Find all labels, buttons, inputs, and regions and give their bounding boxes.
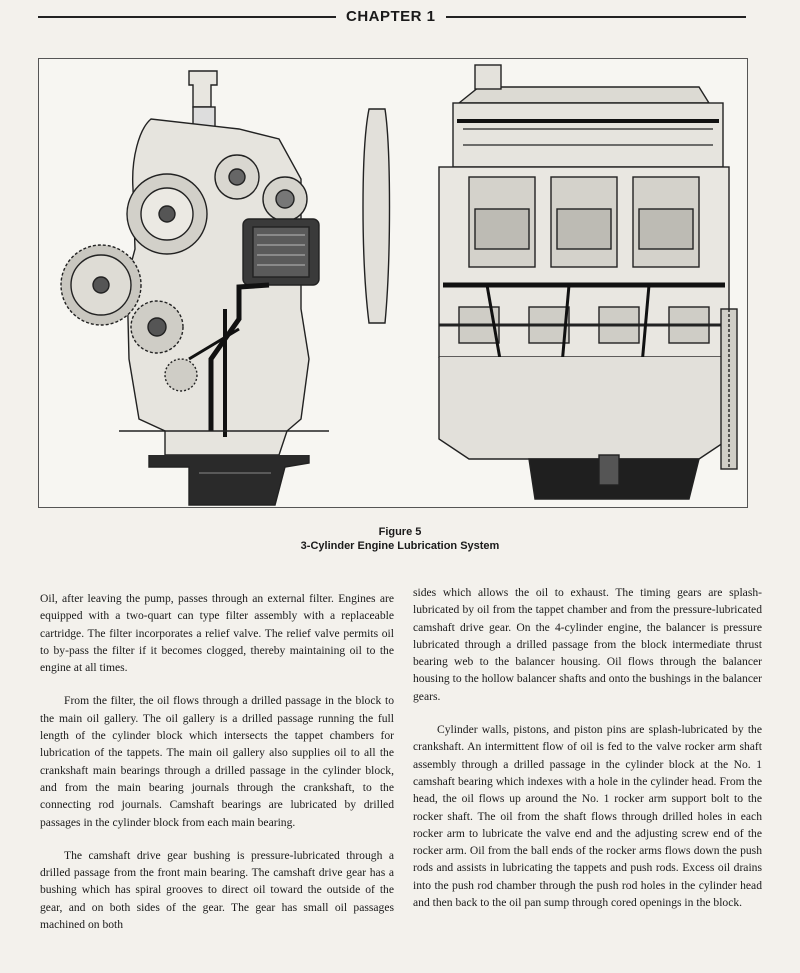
engine-lubrication-illustration <box>38 58 748 508</box>
paragraph-oil-gallery: From the filter, the oil flows through a drilled passage in the block to the main oil gallery. The oil gallery is a drilled passage running the full length of the cylinder block which intersects the tappet chambers for lubrication of the tappets. The main oil gallery also supplies oil to all the crankshaft main bearings through a drilled passage in the cylinder block, and from the main bearing journals through the crankshaft, to the connecting rod journals. Camshaft bearings are lubricated by drilled passages in the cylinder block from each main bearing. <box>40 694 394 829</box>
figure-title: 3-Cylinder Engine Lubrication System <box>300 540 500 552</box>
paragraph-timing-gears: sides which allows the oil to exhaust. The timing gears are splash-lubricated by oil from the tappet chamber and from the pressure-lubricated camshaft drive gear. On the 4-cylinder engine, the balancer is pressure lubricated through a drilled passage from the block intermediate thrust bearing web to the balancer housing. Oil flows through the balancer housing to the hollow balancer shafts and onto the bushings in the balancer gears. <box>413 586 762 703</box>
right-column <box>413 584 762 927</box>
left-column <box>40 590 394 949</box>
paragraph-oil-filter: Oil, after leaving the pump, passes through an external filter. Engines are equipped with a two-quart can type filter assembly with a replaceable cartridge. The filter incorporates a relief valve. The relief valve permits oil to by-pass the filter if it becomes clogged, thereby maintaining oil to the engine at all times. <box>40 592 394 675</box>
header-rule-left <box>38 16 336 18</box>
chapter-title: CHAPTER 1 <box>346 8 436 25</box>
engine-drawing <box>39 59 747 507</box>
engine-side-section <box>363 65 737 499</box>
figure-number: Figure 5 <box>378 526 422 538</box>
engine-front-view <box>61 71 329 505</box>
paragraph-camshaft-gear: The camshaft drive gear bushing is pressure-lubricated through a drilled passage from the front main bearing. The camshaft drive gear has a bushing which has spiral grooves to direct oil toward the outside of the gear, and on both sides of the gear. The gear has small oil passages machined on both <box>40 848 394 932</box>
paragraph-cylinder-walls: Cylinder walls, pistons, and piston pins are splash-lubricated by the crankshaft. An intermittent flow of oil is fed to the valve rocker arm shaft assembly through a drilled passage in the cylinder block at the No. 1 camshaft bearing which indexes with a hole in the cylinder head. From the head, the oil flows up around the No. 1 rocker arm support bolt to the rocker shaft. The oil from the shaft flows through drilled holes in each rocker arm to lubricate the valve end and the adjusting screw end of the rocker arm. Oil from the ball ends of the rocker arms flows down the push rods and assists in lubricating the tappets and push rods. Excess oil drains into the push rod chamber through the push rod holes in the cylinder head and then back to the oil pan sump through cored openings in the block. <box>413 723 762 910</box>
header-rule-right <box>446 16 746 18</box>
